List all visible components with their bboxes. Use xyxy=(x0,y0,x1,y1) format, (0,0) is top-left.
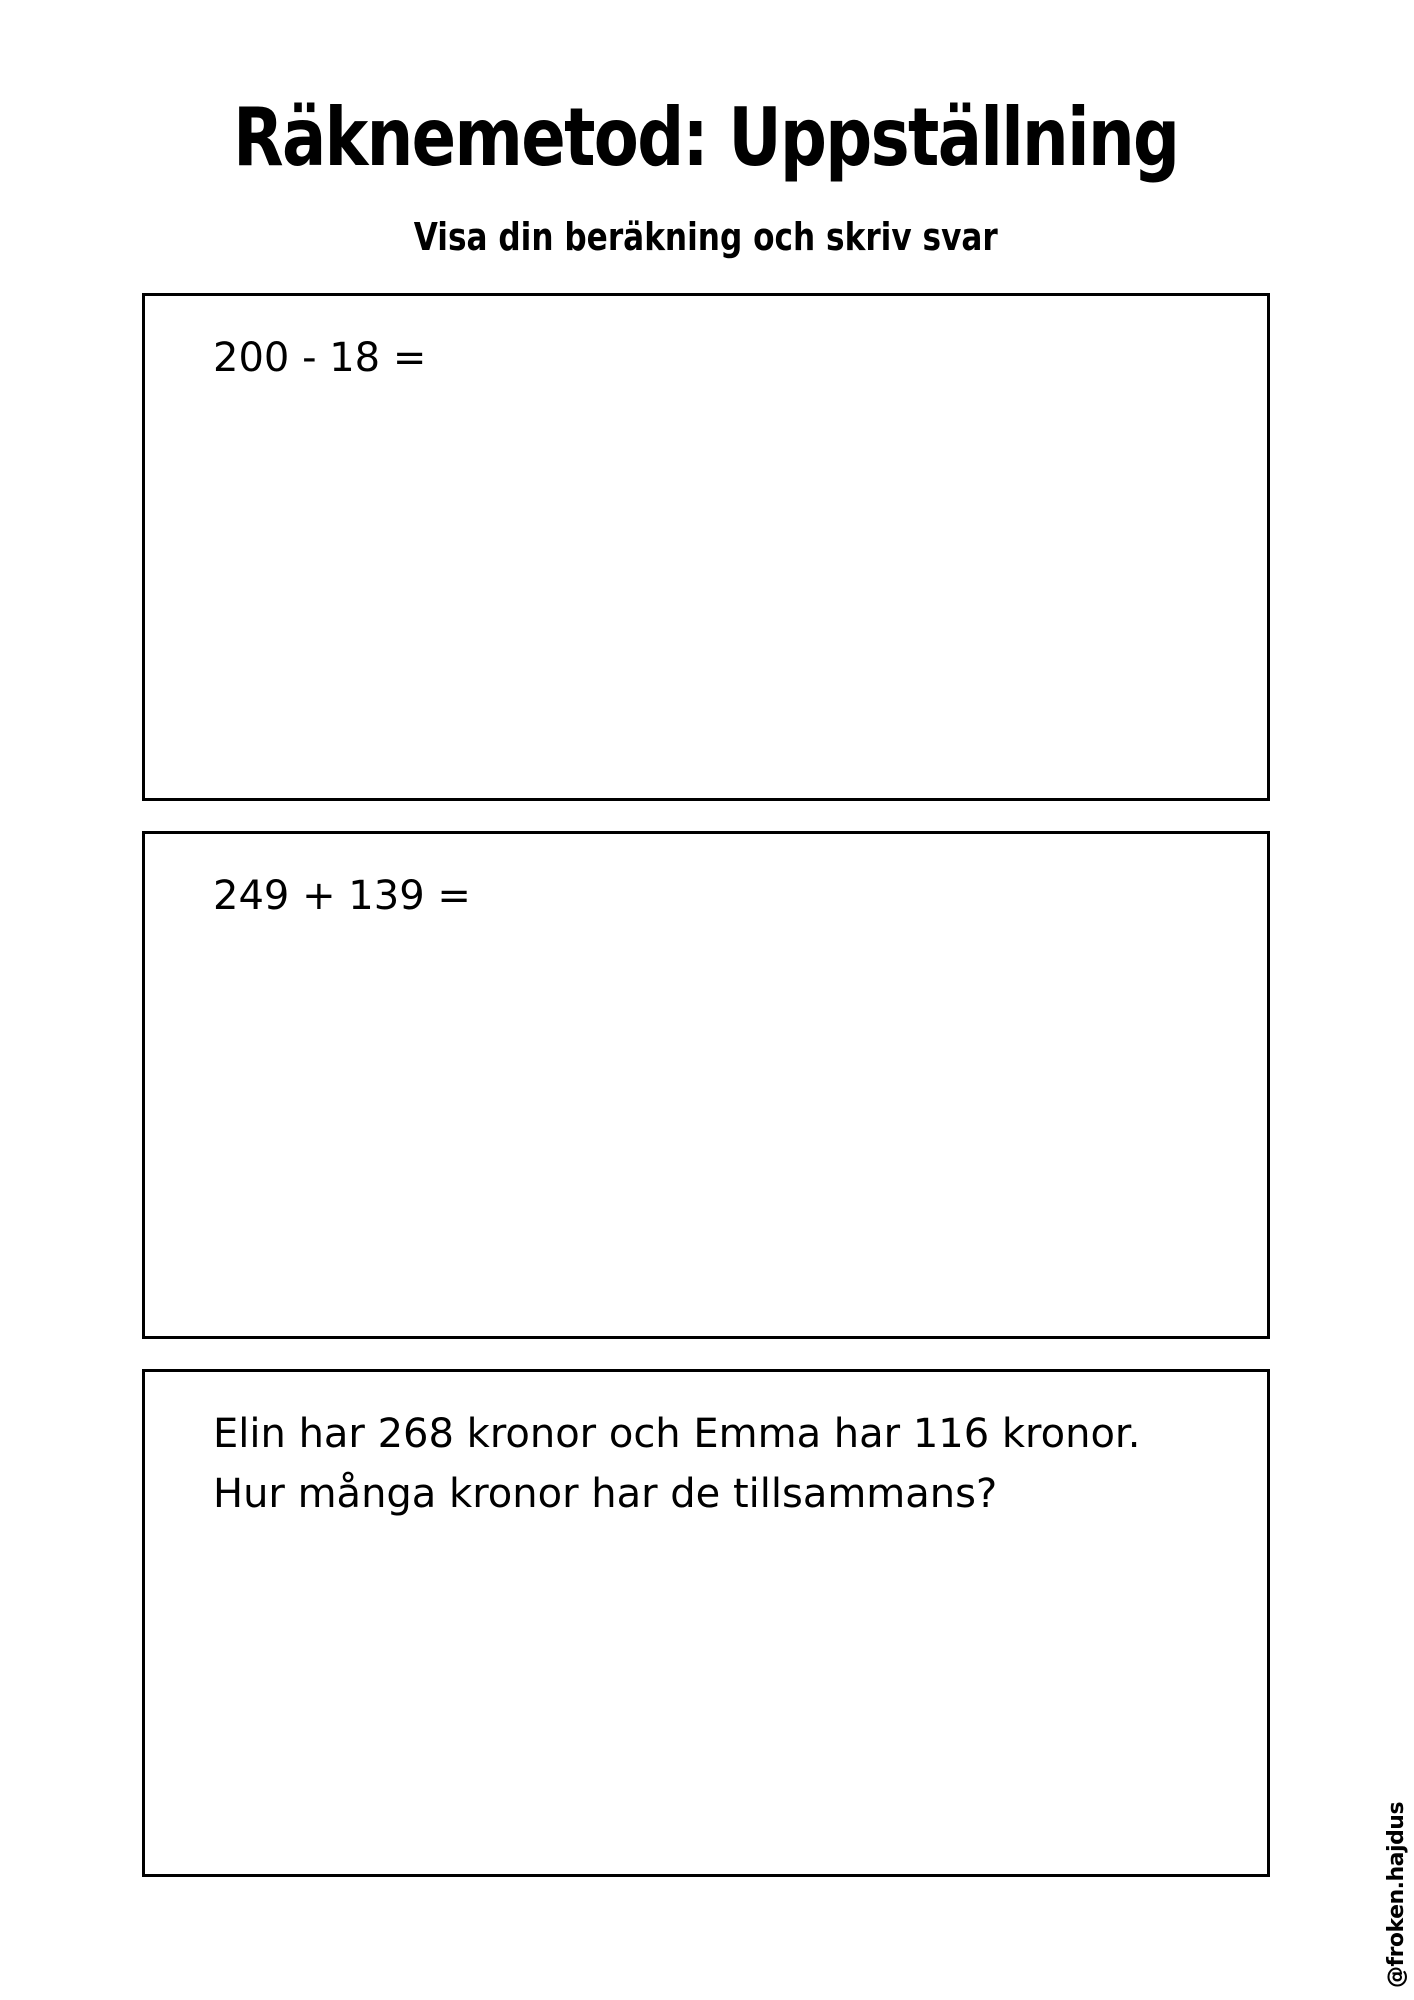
task-text xyxy=(213,866,471,926)
task-line: Hur många kronor har de tillsammans? xyxy=(213,1471,998,1517)
task-box-2[interactable] xyxy=(142,831,1270,1339)
page-title: Räknemetod: Uppställning xyxy=(233,91,1179,184)
task-line: 249 + 139 = xyxy=(213,873,471,919)
task-box-1[interactable] xyxy=(142,293,1270,801)
task-line: 200 - 18 = xyxy=(213,335,427,381)
task-text xyxy=(213,1404,1140,1524)
task-text xyxy=(213,328,426,388)
task-line: Elin har 268 kronor och Emma har 116 kronor. xyxy=(213,1411,1141,1457)
author-credit: @froken.hajdus xyxy=(1384,1801,1409,1988)
page-subtitle: Visa din beräkning och skriv svar xyxy=(413,215,998,259)
task-box-3[interactable] xyxy=(142,1369,1270,1877)
